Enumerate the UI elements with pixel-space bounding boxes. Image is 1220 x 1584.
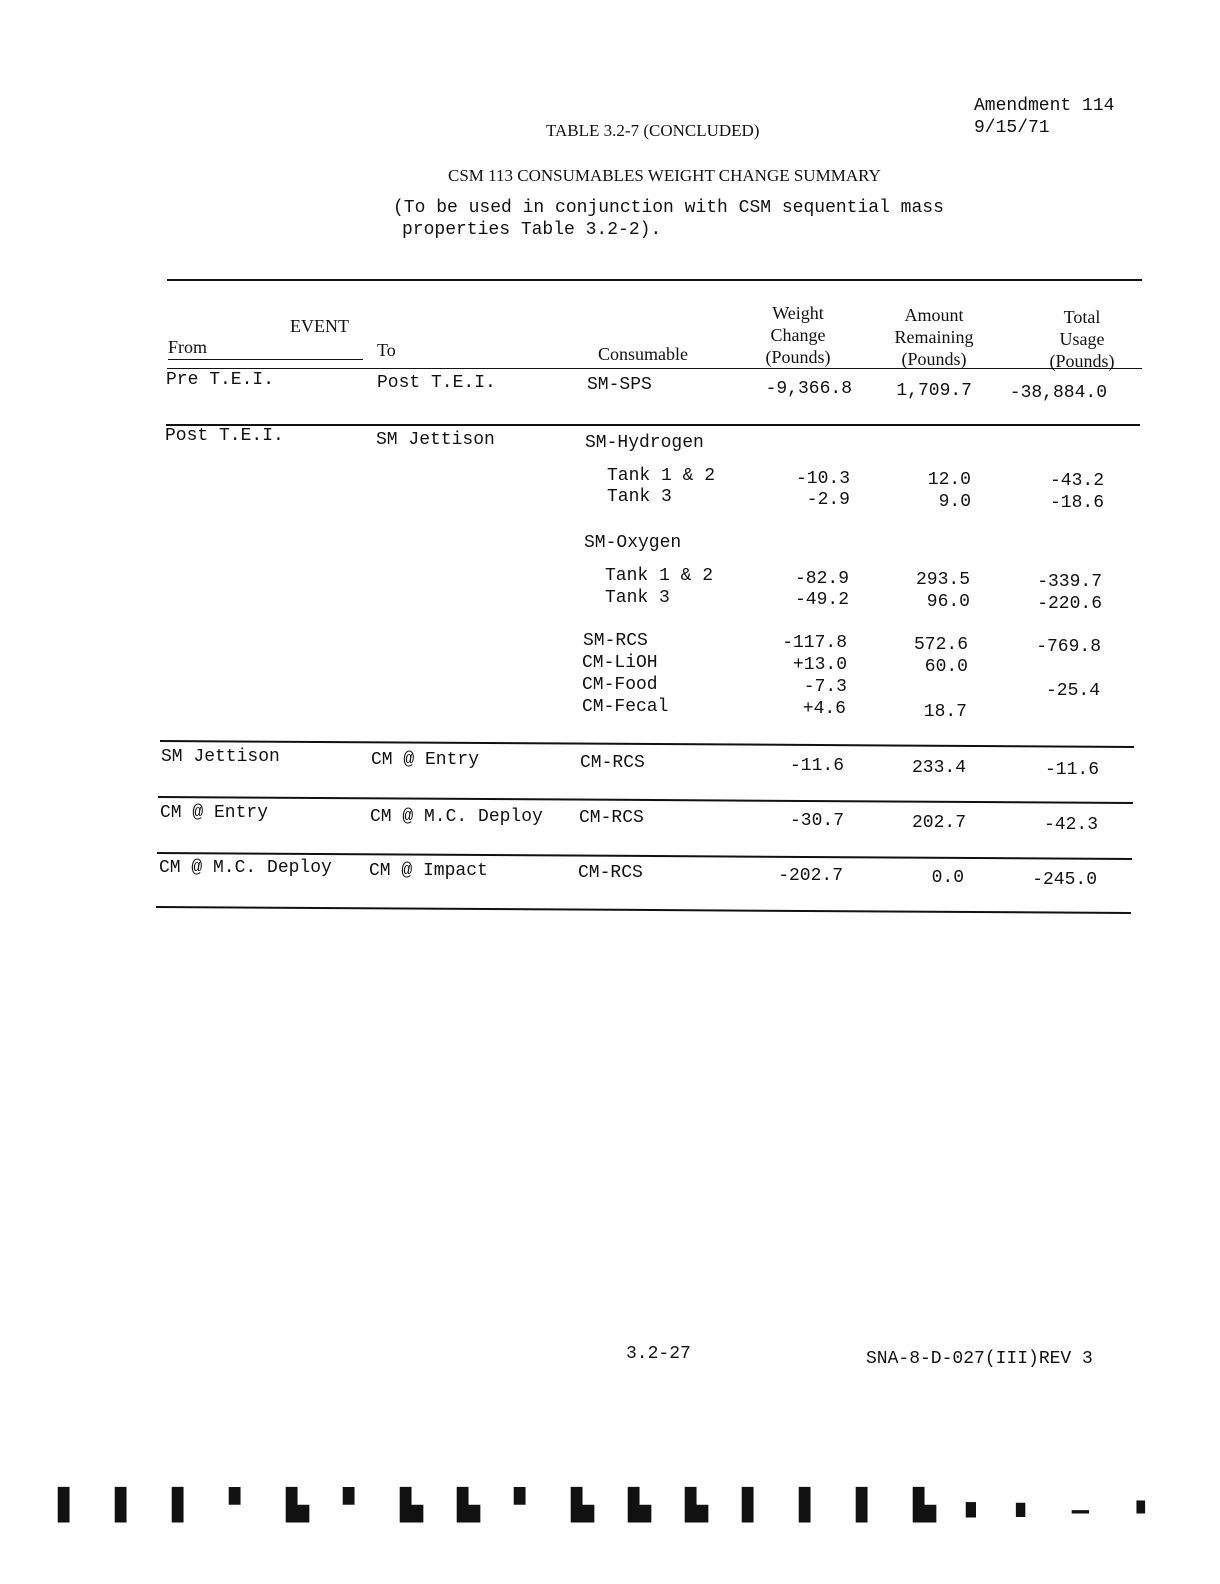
scan-mark: ▖ — [1016, 1488, 1035, 1517]
row-weight-change: -202.7 — [778, 866, 843, 886]
scan-mark: ▌ — [115, 1488, 139, 1523]
scan-mark: ▌ — [172, 1488, 196, 1523]
row-amount-remaining: 0.0 — [931, 868, 964, 888]
header-from: From — [168, 337, 363, 360]
row-from: SM Jettison — [161, 747, 280, 767]
scan-mark: ▘ — [229, 1488, 253, 1523]
scan-mark: ▌ — [856, 1488, 880, 1523]
row-consumable: CM-Fecal — [582, 697, 669, 717]
scan-mark: ▙ — [400, 1488, 424, 1523]
row-from: CM @ Entry — [160, 803, 269, 823]
row-weight-change: -2.9 — [806, 490, 850, 510]
row-from: Post T.E.I. — [165, 426, 284, 446]
row-total-usage: -18.6 — [1049, 493, 1104, 513]
row-consumable: SM-Hydrogen — [585, 433, 704, 453]
header-total-usage-line2: Usage — [1059, 329, 1105, 349]
header-to: To — [377, 340, 396, 360]
table-subtitle: CSM 113 CONSUMABLES WEIGHT CHANGE SUMMARY — [448, 166, 881, 185]
row-total-usage: -11.6 — [1044, 760, 1099, 780]
row-consumable: Tank 3 — [607, 487, 672, 507]
row-amount-remaining: 233.4 — [911, 758, 966, 778]
header-amount-remaining-line3: (Pounds) — [901, 349, 967, 369]
row-amount-remaining: 293.5 — [915, 570, 970, 590]
row-weight-change: -30.7 — [789, 811, 844, 831]
row-to: CM @ Impact — [369, 861, 488, 881]
header-consumable: Consumable — [598, 344, 688, 364]
row-divider — [166, 424, 1140, 426]
header-total-usage-line1: Total — [1063, 307, 1101, 327]
row-total-usage: -43.2 — [1049, 471, 1104, 491]
amendment-label: Amendment 114 — [974, 96, 1115, 116]
scan-mark: ▌ — [58, 1488, 82, 1523]
row-weight-change: -9,366.8 — [765, 379, 852, 399]
row-consumable: Tank 1 & 2 — [607, 466, 716, 486]
row-consumable: CM-RCS — [578, 863, 643, 883]
row-weight-change: +4.6 — [802, 699, 846, 719]
table-bottom-rule — [156, 906, 1131, 914]
header-weight-change-line3: (Pounds) — [765, 347, 831, 367]
row-amount-remaining: 18.7 — [923, 702, 967, 722]
row-amount-remaining: 572.6 — [913, 635, 968, 655]
row-total-usage: -339.7 — [1037, 572, 1102, 592]
row-to: CM @ Entry — [371, 750, 480, 770]
row-weight-change: -117.8 — [782, 633, 847, 653]
row-amount-remaining: 60.0 — [924, 657, 968, 677]
row-total-usage: -42.3 — [1043, 815, 1098, 835]
row-amount-remaining: 1,709.7 — [896, 381, 972, 401]
row-consumable: Tank 1 & 2 — [605, 566, 714, 586]
row-total-usage: -245.0 — [1032, 870, 1097, 890]
row-amount-remaining: 9.0 — [938, 492, 971, 512]
row-consumable: CM-RCS — [580, 753, 645, 773]
header-amount-remaining-line2: Remaining — [894, 327, 974, 347]
document-id: SNA-8-D-027(III)REV 3 — [866, 1349, 1093, 1369]
row-consumable: CM-LiOH — [582, 653, 658, 673]
row-weight-change: -7.3 — [803, 677, 847, 697]
row-weight-change: -10.3 — [795, 469, 850, 489]
row-consumable: SM-SPS — [587, 375, 652, 395]
scan-mark: ▙ — [685, 1488, 709, 1523]
amendment-date: 9/15/71 — [974, 118, 1050, 138]
row-amount-remaining: 12.0 — [927, 470, 971, 490]
scan-mark: ▘ — [343, 1488, 367, 1523]
header-event: EVENT — [290, 316, 349, 336]
header-amount-remaining-line1: Amount — [904, 305, 964, 325]
header-bottom-rule — [167, 368, 1142, 369]
row-amount-remaining: 202.7 — [911, 813, 966, 833]
header-weight-change — [752, 302, 844, 368]
table-note-line1: (To be used in conjunction with CSM sequential mass — [393, 198, 944, 218]
page-number: 3.2-27 — [626, 1344, 691, 1364]
header-total-usage-line3: (Pounds) — [1049, 351, 1115, 371]
row-divider — [160, 740, 1134, 748]
scan-mark: ▖ — [966, 1488, 986, 1518]
scan-mark: ▌ — [799, 1488, 823, 1523]
row-weight-change: -49.2 — [794, 590, 849, 610]
row-consumable: SM-RCS — [583, 631, 648, 651]
row-amount-remaining: 96.0 — [926, 592, 970, 612]
table-note-line2: properties Table 3.2-2). — [402, 220, 662, 240]
row-from: CM @ M.C. Deploy — [159, 858, 332, 878]
header-weight-change-line2: Change — [770, 325, 826, 345]
row-total-usage: -38,884.0 — [1009, 383, 1107, 403]
row-divider — [158, 796, 1133, 804]
row-to: CM @ M.C. Deploy — [370, 807, 543, 827]
row-to: SM Jettison — [376, 430, 495, 450]
scan-mark: ▙ — [457, 1488, 481, 1523]
row-total-usage: -769.8 — [1036, 637, 1101, 657]
scan-mark: ▌ — [742, 1488, 766, 1523]
table-top-rule — [167, 279, 1142, 281]
scan-mark: ▙ — [913, 1488, 937, 1523]
header-amount-remaining — [880, 304, 988, 370]
scan-mark: ▗ — [1128, 1488, 1145, 1514]
row-from: Pre T.E.I. — [166, 370, 275, 390]
row-weight-change: -11.6 — [789, 756, 844, 776]
scan-mark: ▘ — [514, 1488, 538, 1523]
row-consumable: CM-Food — [582, 675, 658, 695]
row-consumable: CM-RCS — [579, 808, 644, 828]
header-weight-change-line1: Weight — [772, 303, 824, 323]
row-total-usage: -25.4 — [1045, 681, 1100, 701]
header-total-usage — [1036, 306, 1128, 372]
row-consumable: SM-Oxygen — [584, 533, 682, 553]
row-weight-change: -82.9 — [794, 569, 849, 589]
scan-mark: ▙ — [628, 1488, 652, 1523]
table-title: TABLE 3.2-7 (CONCLUDED) — [546, 121, 760, 140]
scan-mark: ▙ — [571, 1488, 595, 1523]
scan-mark: ▁ — [1072, 1488, 1089, 1514]
row-consumable: Tank 3 — [605, 588, 670, 608]
row-total-usage: -220.6 — [1037, 594, 1102, 614]
scan-mark: ▙ — [286, 1488, 310, 1523]
row-to: Post T.E.I. — [377, 373, 496, 393]
row-weight-change: +13.0 — [792, 655, 847, 675]
